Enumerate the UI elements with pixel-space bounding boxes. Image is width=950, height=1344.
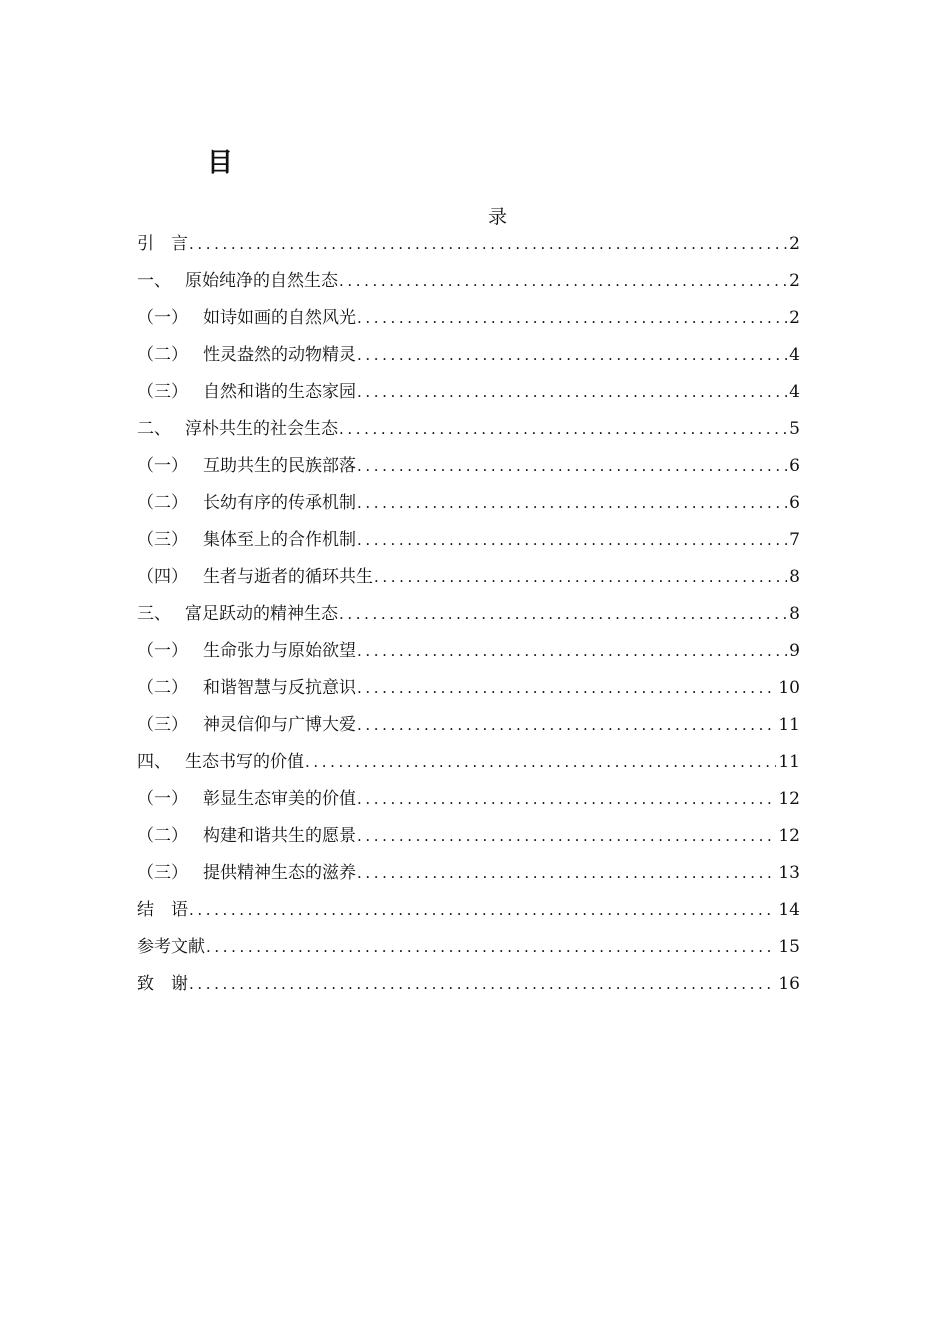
dot-leader: [339, 411, 787, 448]
toc-entry-number: （三）: [137, 382, 188, 402]
toc-entry[interactable]: [137, 596, 800, 633]
dot-leader: [357, 337, 787, 374]
toc-entry[interactable]: [137, 744, 800, 781]
toc-entry-number: 三、: [137, 604, 171, 624]
toc-entry-page-number: 2: [789, 234, 800, 254]
dot-leader: [189, 892, 776, 929]
dot-leader: [357, 670, 776, 707]
toc-entry[interactable]: [137, 559, 800, 596]
dot-leader: [357, 818, 776, 855]
toc-entry-page-number: 9: [789, 641, 800, 661]
toc-entry-number: （三）: [137, 863, 188, 883]
toc-entry-number: 四、: [137, 752, 171, 772]
toc-entry-page-number: 2: [789, 308, 800, 328]
toc-entry-page-number: 11: [778, 752, 800, 772]
dot-leader: [339, 263, 787, 300]
toc-entry-page-number: 6: [789, 493, 800, 513]
toc-entry[interactable]: [137, 485, 800, 522]
toc-entry[interactable]: [137, 966, 800, 1003]
toc-entry[interactable]: [137, 411, 800, 448]
toc-entry-page-number: 4: [789, 345, 800, 365]
toc-entry-number: （二）: [137, 678, 188, 698]
dot-leader: [206, 929, 776, 966]
toc-entry[interactable]: [137, 448, 800, 485]
toc-entry-label: 和谐智慧与反抗意识: [203, 678, 356, 698]
toc-entry-label: 原始纯净的自然生态: [185, 271, 338, 291]
toc-entry[interactable]: [137, 929, 800, 966]
dot-leader: [357, 633, 787, 670]
toc-entry-number: 二、: [137, 419, 171, 439]
dot-leader: [189, 226, 787, 263]
toc-entry-label: 结 语: [137, 900, 188, 920]
toc-entry-page-number: 12: [778, 826, 800, 846]
toc-entry-label: 致 谢: [137, 974, 188, 994]
toc-entry-label: 如诗如画的自然风光: [203, 308, 356, 328]
toc-entry-number: （一）: [137, 789, 188, 809]
toc-entry-label: 参考文献: [137, 937, 205, 957]
toc-entry-page-number: 14: [778, 900, 800, 920]
toc-entry-number: （一）: [137, 641, 188, 661]
toc-entry-label: 集体至上的合作机制: [203, 530, 356, 550]
toc-entry[interactable]: [137, 374, 800, 411]
toc-entry-page-number: 2: [789, 271, 800, 291]
toc-entry-page-number: 11: [778, 715, 800, 735]
toc-entry[interactable]: [137, 892, 800, 929]
toc-entry-label: 性灵盎然的动物精灵: [203, 345, 356, 365]
dot-leader: [357, 855, 776, 892]
toc-entry-label: 引 言: [137, 234, 188, 254]
toc-heading-part2: 录: [488, 206, 508, 228]
dot-leader: [357, 781, 776, 818]
toc-entry-page-number: 7: [789, 530, 800, 550]
toc-heading-part1: 目: [207, 148, 234, 178]
toc-entry[interactable]: [137, 781, 800, 818]
dot-leader: [357, 448, 787, 485]
toc-entry-label: 富足跃动的精神生态: [185, 604, 338, 624]
toc-entry-page-number: 10: [778, 678, 800, 698]
toc-entry-label: 生者与逝者的循环共生: [203, 567, 373, 587]
toc-entry-number: 一、: [137, 271, 171, 291]
toc-entry-page-number: 8: [789, 567, 800, 587]
toc-entry-label: 自然和谐的生态家园: [203, 382, 356, 402]
toc-entry-page-number: 12: [778, 789, 800, 809]
toc-entry[interactable]: [137, 226, 800, 263]
toc-entry-label: 神灵信仰与广博大爱: [203, 715, 356, 735]
toc-entry[interactable]: [137, 263, 800, 300]
toc-entry-page-number: 15: [778, 937, 800, 957]
toc-entry-label: 提供精神生态的滋养: [203, 863, 356, 883]
toc-entry-page-number: 6: [789, 456, 800, 476]
dot-leader: [357, 374, 787, 411]
table-of-contents: [137, 226, 800, 1003]
dot-leader: [357, 522, 787, 559]
toc-entry-label: 构建和谐共生的愿景: [203, 826, 356, 846]
toc-entry-page-number: 13: [778, 863, 800, 883]
toc-entry-label: 彰显生态审美的价值: [203, 789, 356, 809]
toc-entry-number: （一）: [137, 456, 188, 476]
toc-entry-number: （二）: [137, 493, 188, 513]
toc-entry-number: （四）: [137, 567, 188, 587]
toc-entry-label: 生命张力与原始欲望: [203, 641, 356, 661]
toc-entry-label: 淳朴共生的社会生态: [185, 419, 338, 439]
toc-entry[interactable]: [137, 633, 800, 670]
dot-leader: [357, 485, 787, 522]
toc-entry-page-number: 8: [789, 604, 800, 624]
toc-entry-label: 互助共生的民族部落: [203, 456, 356, 476]
toc-entry-label: 长幼有序的传承机制: [203, 493, 356, 513]
dot-leader: [189, 966, 776, 1003]
toc-entry[interactable]: [137, 855, 800, 892]
toc-entry[interactable]: [137, 707, 800, 744]
toc-entry[interactable]: [137, 337, 800, 374]
toc-entry-number: （二）: [137, 826, 188, 846]
toc-entry[interactable]: [137, 818, 800, 855]
toc-entry[interactable]: [137, 670, 800, 707]
dot-leader: [374, 559, 787, 596]
toc-entry-page-number: 5: [789, 419, 800, 439]
toc-entry-number: （二）: [137, 345, 188, 365]
toc-entry[interactable]: [137, 300, 800, 337]
dot-leader: [339, 596, 787, 633]
toc-entry-page-number: 4: [789, 382, 800, 402]
toc-entry-number: （三）: [137, 715, 188, 735]
dot-leader: [357, 707, 776, 744]
toc-entry[interactable]: [137, 522, 800, 559]
toc-entry-label: 生态书写的价值: [185, 752, 304, 772]
dot-leader: [357, 300, 787, 337]
dot-leader: [305, 744, 776, 781]
toc-entry-number: （一）: [137, 308, 188, 328]
toc-entry-page-number: 16: [778, 974, 800, 994]
toc-entry-number: （三）: [137, 530, 188, 550]
